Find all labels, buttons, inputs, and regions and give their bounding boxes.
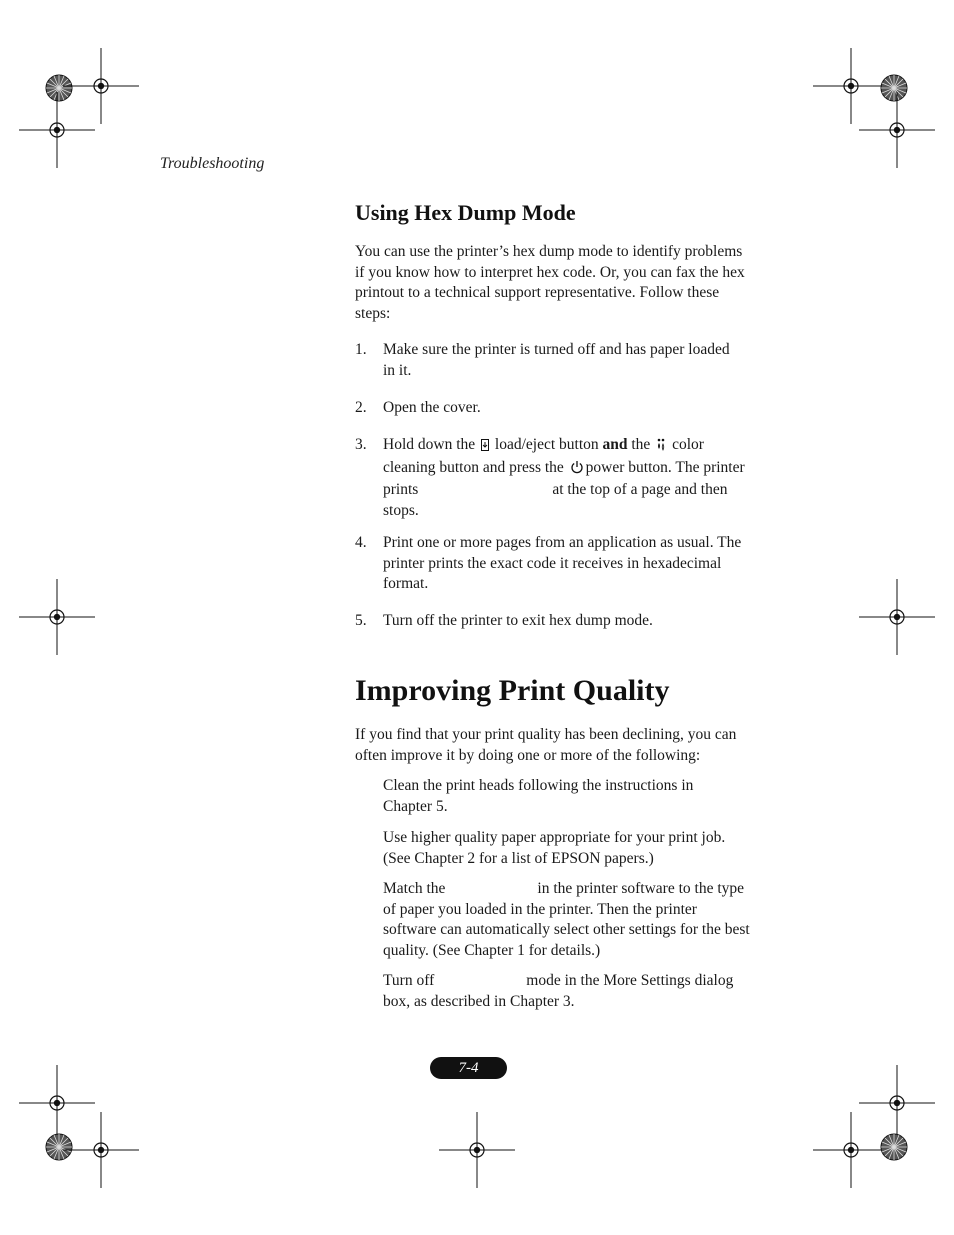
step-line: format. [383, 575, 429, 592]
section-heading-print-quality: Improving Print Quality [355, 674, 670, 707]
step-number: 4. [355, 534, 367, 551]
step-text-emphasis: and [602, 436, 628, 453]
step-text: load/eject button [494, 436, 599, 453]
step-text: Hold down the [383, 436, 476, 453]
step-number: 1. [355, 341, 367, 358]
step-number: 3. [355, 436, 367, 453]
hex-intro-line: steps: [355, 304, 391, 322]
tip-line: of paper you loaded in the printer. Then the printer [383, 900, 697, 918]
step-text: prints [383, 481, 419, 498]
quality-intro-line: often improve it by doing one or more of the following: [355, 746, 701, 764]
tip-line: box, as described in Chapter 3. [383, 992, 575, 1010]
step-text: color [672, 436, 704, 453]
tip-text: Turn off [383, 972, 435, 989]
tip-line: Clean the print heads following the instructions in [383, 777, 694, 794]
hex-intro-line: if you know how to interpret hex code. Or, you can fax the hex [355, 263, 745, 281]
step-line: printer prints the exact code it receives in hexadecimal [383, 554, 722, 572]
step-text: stops. [383, 501, 419, 519]
step-line: Print one or more pages from an application as usual. The [383, 534, 742, 551]
step-line: Turn off the printer to exit hex dump mode. [383, 612, 653, 629]
tip-text: mode in the More Settings dialog [526, 972, 734, 989]
step-text: cleaning button and press the [383, 458, 564, 476]
step-line: Open the cover. [383, 399, 481, 416]
step-line: in it. [383, 361, 412, 379]
step-text: at the top of a page and then [552, 481, 728, 498]
tip-text: in the printer software to the type [537, 880, 745, 897]
hex-intro-line: printout to a technical support representative. Follow these [355, 284, 720, 301]
tip-line: Chapter 5. [383, 797, 448, 815]
tip-text: Match the [383, 880, 446, 897]
tip-line: Use higher quality paper appropriate for your print job. [383, 829, 726, 846]
tip-line: software can automatically select other settings for the best [383, 921, 750, 938]
running-head: Troubleshooting [160, 155, 265, 172]
section-heading-hex-dump: Using Hex Dump Mode [355, 200, 576, 225]
step-line: Make sure the printer is turned off and has paper loaded [383, 341, 730, 358]
tip-line: (See Chapter 2 for a list of EPSON papers.) [383, 849, 654, 867]
tip-line: quality. (See Chapter 1 for details.) [383, 941, 601, 959]
page-number: 7-4 [430, 1057, 507, 1079]
quality-intro-line: If you find that your print quality has been declining, you can [355, 726, 737, 743]
hex-intro-line: You can use the printer’s hex dump mode to identify problems [355, 243, 743, 260]
step-text: power button. The printer [585, 458, 745, 476]
step-number: 2. [355, 399, 367, 416]
step-text: the [631, 436, 651, 453]
step-number: 5. [355, 612, 367, 629]
